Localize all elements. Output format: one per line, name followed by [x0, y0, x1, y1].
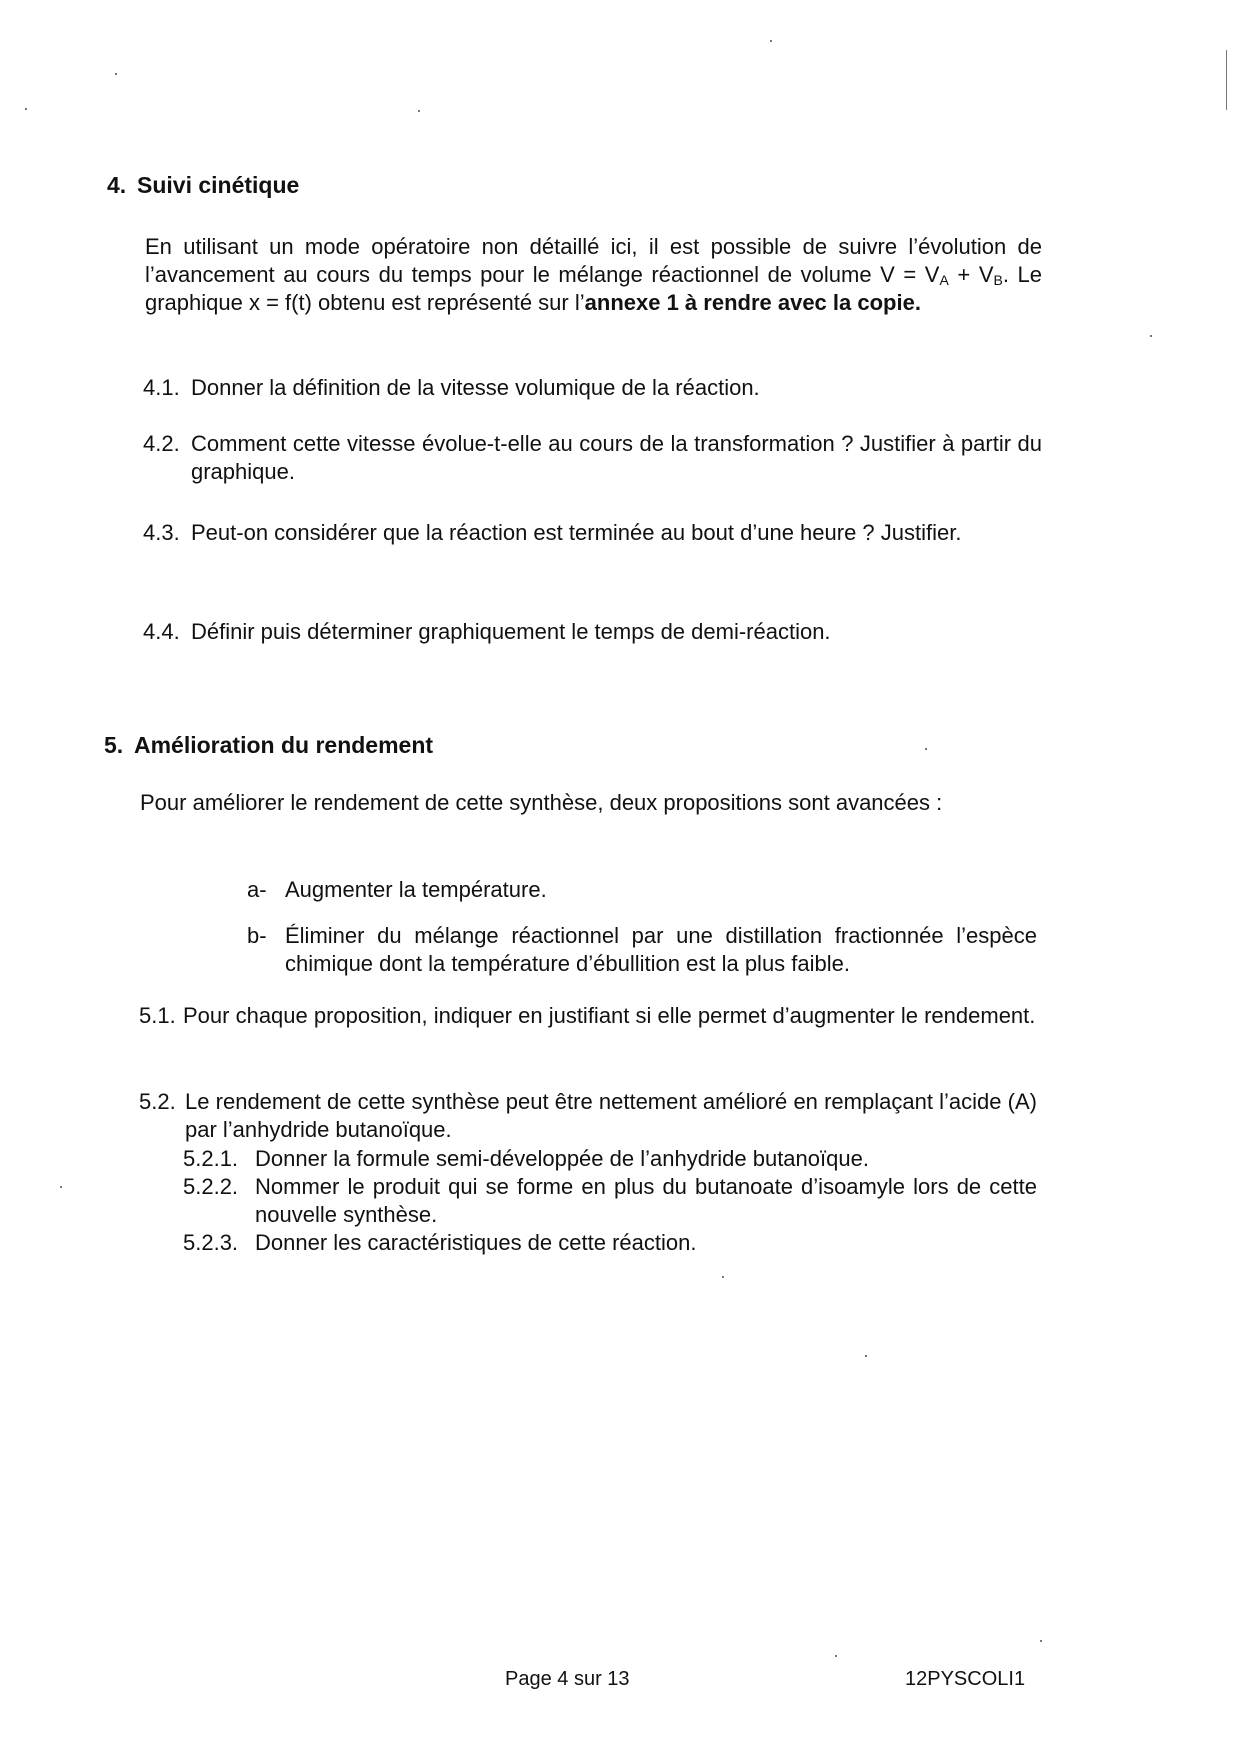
scan-speck — [115, 73, 117, 75]
question-text: Nommer le produit qui se forme en plus du butanoate d’isoamyle lors de cette nouvelle synthèse. — [255, 1174, 1037, 1227]
section-4-intro — [145, 233, 1042, 317]
section-number: 4. — [107, 172, 127, 198]
question-5-2-2 — [183, 1173, 1037, 1229]
question-text: Le rendement de cette synthèse peut être nettement amélioré en remplaçant l’acide (A) par l’anhydride butanoïque. — [185, 1089, 1037, 1142]
subscript-b: B — [993, 272, 1003, 288]
question-text: Donner la formule semi-développée de l’anhydride butanoïque. — [255, 1146, 869, 1171]
question-number: 5.2.3. — [183, 1230, 239, 1255]
intro-text: + V — [948, 262, 994, 287]
question-number: 5.2.2. — [183, 1174, 239, 1199]
scan-speck — [418, 110, 420, 112]
section-title: Suivi cinétique — [137, 172, 300, 198]
question-4-2 — [143, 430, 1042, 486]
scan-speck — [865, 1355, 867, 1357]
question-text: Définir puis déterminer graphiquement le temps de demi-réaction. — [191, 619, 831, 644]
proposition-label: a- — [247, 877, 267, 902]
question-4-4 — [143, 618, 1042, 646]
question-text: Comment cette vitesse évolue-t-elle au cours de la transformation ? Justifier à partir du graphique. — [191, 431, 1042, 484]
question-number: 5.2.1. — [183, 1146, 239, 1171]
question-text: Pour chaque proposition, indiquer en justifiant si elle permet d’augmenter le rendement. — [183, 1003, 1036, 1028]
section-4-heading — [107, 172, 299, 199]
proposition-text: Éliminer du mélange réactionnel par une distillation fractionnée l’espèce chimique dont la température d’ébullition est la plus faible. — [285, 923, 1037, 976]
question-number: 5.2. — [139, 1089, 176, 1114]
scan-speck — [60, 1186, 62, 1188]
scan-speck — [1150, 335, 1152, 337]
intro-text: En utilisant un mode opératoire non détaillé ici, il est possible de suivre l’évolution de l’avancement au cours du temps pour le mélange réactionnel de volume V = V — [145, 234, 1042, 287]
question-number: 4.1. — [143, 375, 180, 400]
subscript-a: A — [939, 272, 949, 288]
question-5-1 — [139, 1002, 1037, 1030]
question-5-2-1 — [183, 1145, 1037, 1173]
scan-speck — [835, 1655, 837, 1657]
question-text: Peut-on considérer que la réaction est terminée au bout d’une heure ? Justifier. — [191, 520, 962, 545]
scan-speck — [25, 108, 27, 110]
question-4-1 — [143, 374, 1042, 402]
proposition-label: b- — [247, 923, 267, 948]
annex-reference: annexe 1 à rendre avec la copie. — [584, 290, 921, 315]
section-5-intro: Pour améliorer le rendement de cette synthèse, deux propositions sont avancées : — [140, 790, 943, 815]
question-number: 4.2. — [143, 431, 180, 456]
proposition-a — [247, 876, 1037, 904]
section-title: Amélioration du rendement — [134, 732, 434, 758]
proposition-text: Augmenter la température. — [285, 877, 547, 902]
question-number: 4.3. — [143, 520, 180, 545]
intro-text: . Le graphique x = f(t) obtenu est représenté sur l’ — [145, 262, 1042, 315]
question-number: 4.4. — [143, 619, 180, 644]
scan-speck — [770, 40, 772, 42]
question-5-2 — [139, 1088, 1037, 1144]
scan-speck — [925, 748, 927, 750]
section-5-heading — [104, 732, 433, 759]
question-5-2-3 — [183, 1229, 1037, 1257]
proposition-b — [247, 922, 1037, 978]
question-text: Donner les caractéristiques de cette réaction. — [255, 1230, 697, 1255]
page-number: Page 4 sur 13 — [505, 1668, 630, 1690]
document-code: 12PYSCOLI1 — [905, 1668, 1026, 1690]
question-number: 5.1. — [139, 1003, 176, 1028]
section-number: 5. — [104, 732, 124, 758]
scan-speck — [722, 1276, 724, 1278]
scan-edge-mark — [1226, 50, 1227, 110]
scan-speck — [1040, 1640, 1042, 1642]
question-4-3 — [143, 519, 1042, 547]
question-text: Donner la définition de la vitesse volumique de la réaction. — [191, 375, 760, 400]
